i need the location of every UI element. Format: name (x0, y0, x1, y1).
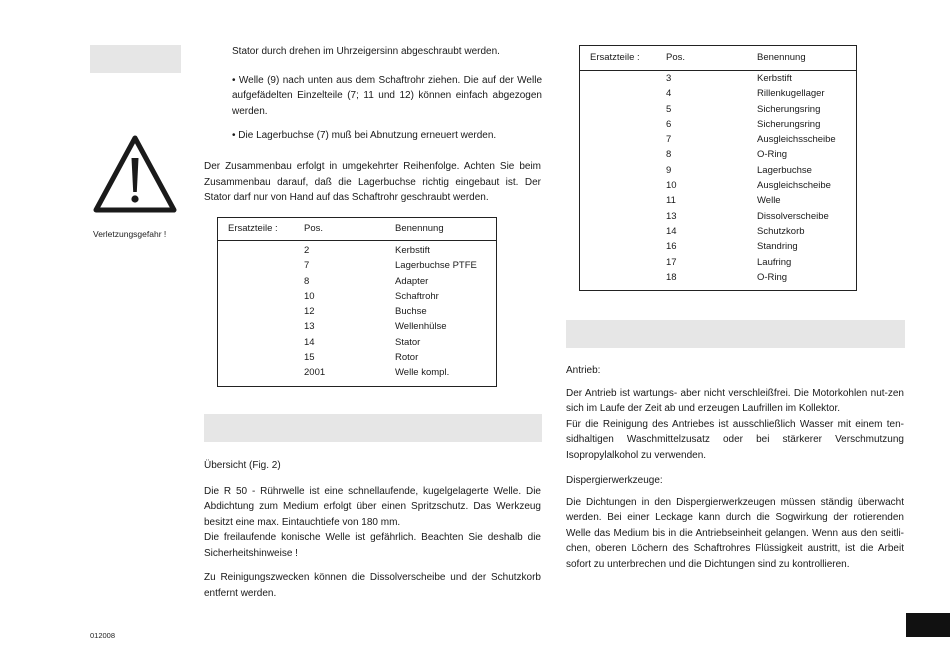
part-name: O-Ring (757, 271, 788, 283)
part-name: Rillenkugellager (757, 88, 825, 100)
part-name: Stator (395, 336, 421, 348)
section-marker-box (90, 45, 181, 73)
part-pos: 16 (666, 241, 677, 253)
table-row (218, 321, 496, 336)
part-pos: 3 (666, 73, 672, 84)
overview-label: Übersicht (Fig. 2) (204, 460, 281, 471)
table-row (580, 88, 856, 103)
part-pos: 12 (304, 306, 315, 318)
part-pos: 17 (666, 256, 677, 268)
disassembly-text (232, 44, 542, 144)
part-pos: 2001 (304, 367, 326, 379)
part-pos: 2 (304, 245, 310, 256)
table-row (580, 257, 856, 272)
part-name: Kerbstift (395, 245, 430, 256)
header-label: Ersatzteile : (590, 52, 640, 63)
part-name: Welle kompl. (395, 367, 450, 379)
table-header (580, 46, 856, 71)
maintenance-text (566, 363, 904, 572)
drive-paragraph-1: Der Antrieb ist wartungs- aber nicht verschleißfrei. Die Motorkohlen nut-zen sich im Laufe der Zeit ab und erzeugen Laufrillen im Kollektor. (566, 387, 904, 414)
intro-text: Stator durch drehen im Uhrzeigersinn abgeschraubt werden. (232, 46, 500, 57)
part-name: Ausgleichsscheibe (757, 134, 836, 146)
table-row (218, 260, 496, 275)
table-row (218, 306, 496, 321)
part-pos: 14 (666, 225, 677, 237)
part-name: Dissolverscheibe (757, 210, 829, 222)
table-row (218, 352, 496, 367)
part-pos: 13 (666, 210, 677, 222)
part-name: Sicherungsring (757, 118, 821, 130)
overview-paragraph-3: Zu Reinigungszwecken können die Dissolverscheibe und der Schutzkorb entfernt werden. (204, 572, 541, 599)
table-row (218, 245, 496, 260)
part-pos: 9 (666, 164, 672, 176)
warning-caption: Verletzungsgefahr ! (93, 229, 167, 239)
part-pos: 8 (666, 149, 672, 161)
drive-paragraph-2: Für die Reinigung des Antriebes ist ausschließlich Wasser mit einem ten-sidhaltigen Waschmittelzusatz oder bei stärkerer Verschmutzung Isopropylalkohol zu verwenden. (566, 418, 904, 461)
part-name: Lagerbuchse (757, 164, 812, 176)
table-row (580, 149, 856, 164)
part-pos: 4 (666, 88, 672, 100)
part-name: Schaftrohr (395, 290, 439, 302)
spare-parts-table-left (217, 217, 497, 387)
disperser-paragraph: Die Dichtungen in den Dispergierwerkzeugen müssen ständig überwacht werden. Bei einer Leckage kann durch die Sogwirkung der rotierenden Welle das Medium bis in die Antriebseinheit gelangen. Wenn aus den seitli-chen, oberen Löchern des Schaftrohres Flüssigkeit austritt, ist die Arbeit sofort zu unterbrechen und die Dichtungen sind zu kontrollieren. (566, 496, 904, 570)
table-row (218, 337, 496, 352)
table-row (580, 134, 856, 149)
table-row (580, 211, 856, 226)
part-pos: 6 (666, 118, 672, 130)
table-body (580, 73, 856, 287)
overview-paragraph-1: Die R 50 - Rührwelle ist eine schnellaufende, kugelgelagerte Welle. Die Abdichtung zum Medium erfolgt über einen Spritzschutz. Das Werkzeug besitzt eine max. Eintauchtiefe von 180 mm. (204, 485, 541, 528)
table-row (580, 73, 856, 88)
table-row (580, 195, 856, 210)
part-name: O-Ring (757, 149, 788, 161)
part-name: Ausgleichscheibe (757, 180, 831, 192)
page-tab (906, 613, 950, 637)
part-name: Sicherungsring (757, 103, 821, 115)
assembly-paragraph: Der Zusammenbau erfolgt in umgekehrter Reihenfolge. Achten Sie beim Zusammenbau darauf, daß die Lagerbuchse richtig eingebaut ist. Der Stator darf nur von Hand auf das Schaftrohr geschraubt werden. (204, 161, 541, 203)
part-pos: 10 (666, 180, 677, 192)
table-row (218, 367, 496, 382)
table-row (218, 276, 496, 291)
part-name: Kerbstift (757, 73, 792, 84)
part-pos: 5 (666, 103, 672, 115)
part-name: Adapter (395, 275, 429, 287)
table-row (580, 104, 856, 119)
disperser-label: Dispergierwerkzeuge: (566, 475, 663, 486)
table-body (218, 245, 496, 383)
part-pos: 15 (304, 352, 315, 364)
header-name: Benennung (757, 52, 806, 63)
header-label: Ersatzteile : (228, 223, 278, 234)
table-header (218, 218, 496, 241)
table-row (580, 241, 856, 256)
warning-triangle-icon (92, 134, 178, 214)
section-bar (204, 414, 542, 442)
table-row (218, 291, 496, 306)
part-name: Wellenhülse (395, 321, 447, 333)
assembly-text (204, 159, 541, 206)
overview-text (204, 458, 541, 601)
section-bar (566, 320, 905, 348)
spare-parts-table-right (579, 45, 857, 291)
part-pos: 10 (304, 290, 315, 302)
part-pos: 8 (304, 275, 310, 287)
bullet-lagerbuchse: • Die Lagerbuchse (7) muß bei Abnutzung erneuert werden. (232, 130, 497, 141)
part-pos: 13 (304, 321, 315, 333)
part-pos: 14 (304, 336, 315, 348)
part-pos: 7 (666, 134, 672, 146)
part-pos: 7 (304, 260, 310, 272)
part-name: Buchse (395, 306, 427, 318)
overview-paragraph-2: Die freilaufende konische Welle ist gefährlich. Beachten Sie deshalb die Sicherheitshinweise ! (204, 532, 541, 559)
header-name: Benennung (395, 223, 444, 234)
table-row (580, 272, 856, 287)
part-name: Standring (757, 241, 798, 253)
part-name: Welle (757, 195, 781, 207)
table-row (580, 180, 856, 195)
header-pos: Pos. (666, 52, 686, 63)
table-row (580, 226, 856, 241)
part-pos: 18 (666, 271, 677, 283)
bullet-welle: • Welle (9) nach unten aus dem Schaftrohr ziehen. Die auf der Welle aufgefädelten Einzelteile (7; 11 und 12) können einfach abgezogen werden. (232, 74, 542, 117)
drive-label: Antrieb: (566, 365, 601, 376)
table-row (580, 119, 856, 134)
part-name: Lagerbuchse PTFE (395, 260, 477, 272)
header-pos: Pos. (304, 223, 324, 234)
part-pos: 11 (666, 195, 676, 207)
part-name: Schutzkorb (757, 225, 805, 237)
part-name: Rotor (395, 352, 419, 364)
part-name: Laufring (757, 256, 792, 268)
footer-code: 012008 (90, 631, 116, 640)
table-row (580, 165, 856, 180)
